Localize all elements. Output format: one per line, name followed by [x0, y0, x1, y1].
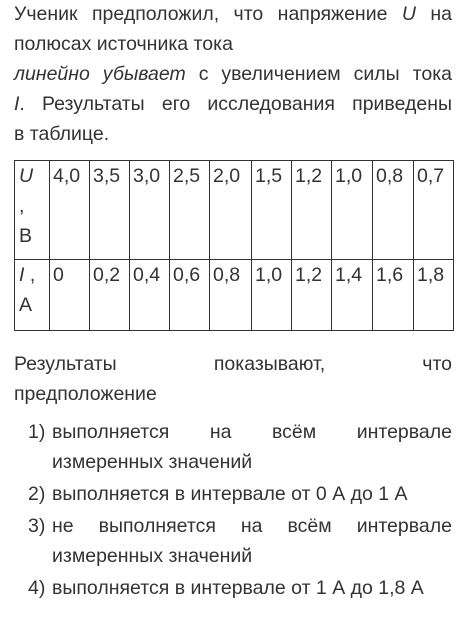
question-line-2: предположение [14, 383, 157, 405]
answer-option-2[interactable] [28, 479, 452, 509]
question-word: что [422, 353, 452, 375]
table-cell: 0,8 [373, 161, 414, 260]
task-intro [14, 0, 452, 149]
option-number: 4) [28, 577, 46, 599]
option-number: 2) [28, 483, 46, 505]
option-text [52, 511, 452, 571]
table-row-current [15, 260, 454, 331]
answer-options [28, 417, 452, 605]
option-text-line: измеренных значений [52, 451, 253, 473]
table-cell: 1,0 [332, 161, 373, 260]
option-word: не [52, 515, 74, 537]
option-word: всём [287, 515, 332, 537]
option-word: на [240, 515, 263, 537]
table-cell: 0,4 [130, 260, 170, 331]
intro-text: с увеличением силы тока [185, 63, 452, 85]
current-symbol: I [14, 93, 20, 115]
table-cell: 3,5 [90, 161, 130, 260]
option-text-line: измеренных значений [52, 545, 253, 567]
option-number: 3) [28, 515, 46, 537]
table-cell: 0,6 [170, 260, 210, 331]
voltage-header-cell [15, 161, 50, 260]
table-cell: 2,5 [170, 161, 210, 260]
option-word: выполняется [52, 421, 170, 443]
option-text: выполняется в интервале от 1 А до 1,8 А [52, 577, 424, 599]
current-unit: А [19, 294, 33, 316]
table-cell: 1,8 [414, 260, 454, 331]
table-cell: 0,8 [210, 260, 252, 331]
table-cell: 1,2 [292, 260, 332, 331]
table-cell: 4,0 [50, 161, 90, 260]
option-word: всём [272, 421, 317, 443]
table-cell: 0,7 [414, 161, 454, 260]
answer-option-4[interactable] [28, 573, 452, 603]
unit-separator: , [29, 264, 36, 286]
option-number: 1) [28, 421, 46, 443]
table-cell: 0 [50, 260, 90, 331]
intro-line-2: полюсах источника тока [14, 33, 233, 55]
voltage-symbol: U [401, 3, 416, 25]
table-cell: 1,0 [252, 260, 292, 331]
unit-separator: , [19, 195, 25, 217]
question-stem [14, 349, 452, 409]
table-cell: 1,5 [252, 161, 292, 260]
measurements-table [14, 160, 454, 331]
current-symbol: I [19, 264, 25, 286]
table-cell: 1,4 [332, 260, 373, 331]
option-word: на [209, 421, 232, 443]
voltage-unit: В [19, 225, 33, 247]
option-text [52, 417, 452, 477]
table-cell: 1,6 [373, 260, 414, 331]
option-word: интервале [356, 515, 452, 537]
option-word: выполняется [98, 515, 216, 537]
question-word: показывают, [213, 353, 326, 375]
intro-text: Ученик предположил, что напряжение [14, 3, 402, 25]
emphasis-text: линейно убывает [14, 63, 186, 85]
question-line-1 [14, 349, 452, 379]
voltage-symbol: U [19, 165, 34, 187]
answer-option-1[interactable] [28, 417, 452, 477]
intro-line-4 [14, 89, 452, 119]
answer-option-3[interactable] [28, 511, 452, 571]
table-cell: 2,0 [210, 161, 252, 260]
question-word: Результаты [14, 353, 117, 375]
intro-text: на [415, 3, 452, 25]
intro-line-5: в таблице. [14, 123, 110, 145]
table-cell: 1,2 [292, 161, 332, 260]
option-word: интервале [356, 421, 452, 443]
table-cell: 0,2 [90, 260, 130, 331]
table-cell: 3,0 [130, 161, 170, 260]
option-text-line [52, 417, 452, 447]
intro-text: . Результаты его исследования приведены [19, 93, 452, 115]
option-text-line [52, 511, 452, 541]
intro-line-1 [14, 0, 452, 29]
intro-line-3 [14, 59, 452, 89]
current-header-cell [15, 260, 50, 331]
option-text: выполняется в интервале от 0 А до 1 А [52, 483, 408, 505]
table-row-voltage [15, 161, 454, 260]
